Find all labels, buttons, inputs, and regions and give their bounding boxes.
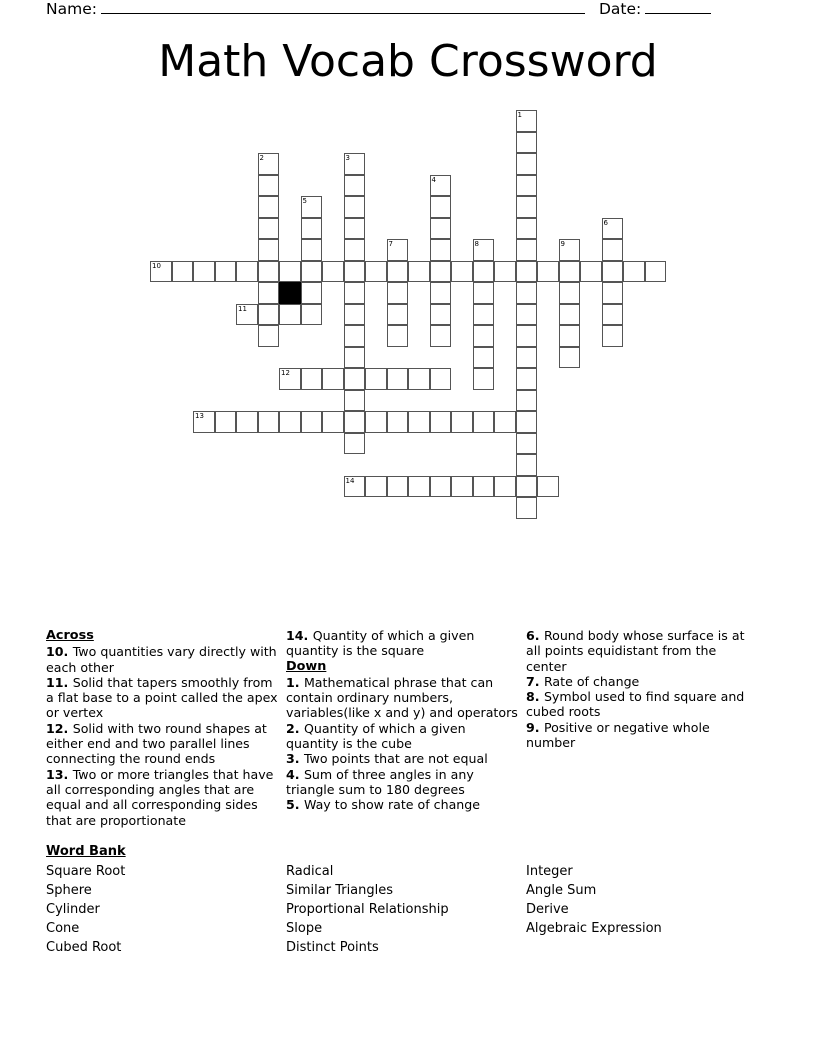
clue-text: Solid that tapers smoothly from a flat base to a point called the apex or vertex xyxy=(46,674,278,721)
grid-cell[interactable] xyxy=(559,325,581,347)
clue-number: 7. xyxy=(526,673,544,689)
clue-item xyxy=(46,721,278,767)
grid-cell[interactable] xyxy=(258,218,280,240)
word-bank-item: Cone xyxy=(46,921,80,936)
clue-number: 3. xyxy=(286,751,304,767)
clue-text: Two or more triangles that have all corresponding angles that are equal and all corresponding sides that are proportionate xyxy=(46,766,274,828)
clue-text: Quantity of which a given quantity is the square xyxy=(286,628,475,659)
grid-cell[interactable] xyxy=(430,368,452,390)
grid-clue-number: 12 xyxy=(281,369,290,377)
grid-cell[interactable] xyxy=(473,261,495,283)
clue-column-2 xyxy=(286,628,526,828)
word-bank-item: Angle Sum xyxy=(526,883,597,898)
name-write-line[interactable] xyxy=(101,0,585,14)
grid-cell[interactable] xyxy=(322,261,344,283)
clue-item xyxy=(286,797,518,812)
grid-cell[interactable] xyxy=(236,261,258,283)
grid-cell[interactable] xyxy=(258,175,280,197)
clue-text: Positive or negative whole number xyxy=(526,719,710,751)
grid-cell[interactable] xyxy=(344,239,366,261)
grid-cell[interactable] xyxy=(516,304,538,326)
grid-cell[interactable] xyxy=(408,476,430,498)
clue-item xyxy=(526,628,758,674)
grid-cell[interactable] xyxy=(602,304,624,326)
grid-cell[interactable] xyxy=(473,476,495,498)
grid-cell[interactable] xyxy=(494,411,516,433)
grid-cell[interactable] xyxy=(473,304,495,326)
grid-cell[interactable] xyxy=(602,282,624,304)
grid-cell[interactable] xyxy=(623,261,645,283)
grid-cell[interactable] xyxy=(559,304,581,326)
clue-text: Two quantities vary directly with each other xyxy=(46,644,277,675)
grid-cell[interactable] xyxy=(473,325,495,347)
word-bank-columns xyxy=(46,862,770,957)
grid-cell[interactable] xyxy=(430,476,452,498)
grid-cell[interactable] xyxy=(344,304,366,326)
clue-text: Way to show rate of change xyxy=(303,797,481,813)
grid-clue-number: 9 xyxy=(560,240,565,248)
grid-cell[interactable] xyxy=(301,282,323,304)
clue-number: 12. xyxy=(46,720,73,736)
grid-cell[interactable] xyxy=(537,476,559,498)
grid-cell[interactable] xyxy=(602,218,624,240)
grid-cell[interactable] xyxy=(365,476,387,498)
grid-cell[interactable] xyxy=(430,218,452,240)
grid-cell[interactable] xyxy=(430,282,452,304)
grid-cell[interactable] xyxy=(559,347,581,369)
grid-cell[interactable] xyxy=(516,476,538,498)
grid-cell[interactable] xyxy=(344,368,366,390)
grid-cell[interactable] xyxy=(473,282,495,304)
clue-item xyxy=(286,628,518,659)
grid-cell[interactable] xyxy=(301,239,323,261)
clue-item xyxy=(286,767,518,798)
grid-clue-number: 7 xyxy=(388,240,393,248)
grid-cell[interactable] xyxy=(516,347,538,369)
clue-column-1 xyxy=(46,628,286,828)
grid-cell[interactable] xyxy=(279,261,301,283)
grid-cell[interactable] xyxy=(365,411,387,433)
clue-number: 14. xyxy=(286,628,313,643)
clue-number: 9. xyxy=(526,719,544,735)
grid-cell[interactable] xyxy=(258,325,280,347)
grid-clue-number: 5 xyxy=(302,197,307,205)
grid-cell[interactable] xyxy=(193,261,215,283)
grid-cell[interactable] xyxy=(236,411,258,433)
grid-clue-number: 10 xyxy=(152,261,161,270)
grid-cell[interactable] xyxy=(473,368,495,390)
down-heading: Down xyxy=(286,658,327,674)
grid-cell[interactable] xyxy=(387,239,409,261)
clue-text: Quantity of which a given quantity is the cube xyxy=(286,720,466,752)
clue-item xyxy=(286,675,518,721)
word-bank-item: Cylinder xyxy=(46,902,100,917)
grid-cell[interactable] xyxy=(516,368,538,390)
grid-cell[interactable] xyxy=(344,347,366,369)
grid-cell[interactable] xyxy=(516,218,538,240)
clue-text: Mathematical phrase that can contain ordinary numbers, variables(like x and y) and operators xyxy=(286,674,518,721)
grid-cell[interactable] xyxy=(279,411,301,433)
grid-cell[interactable] xyxy=(580,261,602,283)
clue-text: Rate of change xyxy=(543,673,640,689)
grid-cell[interactable] xyxy=(193,411,215,433)
grid-cell[interactable] xyxy=(258,239,280,261)
grid-cell[interactable] xyxy=(301,368,323,390)
grid-cell[interactable] xyxy=(279,304,301,326)
crossword-grid[interactable] xyxy=(150,110,670,525)
clue-number: 2. xyxy=(286,720,304,736)
grid-cell[interactable] xyxy=(451,411,473,433)
clue-item xyxy=(526,674,758,689)
grid-cell[interactable] xyxy=(430,325,452,347)
word-bank-item: Integer xyxy=(526,864,573,879)
grid-cell[interactable] xyxy=(559,261,581,283)
grid-cell[interactable] xyxy=(473,347,495,369)
word-bank-item: Derive xyxy=(526,902,569,917)
grid-cell[interactable] xyxy=(516,282,538,304)
grid-cell[interactable] xyxy=(516,411,538,433)
grid-cell[interactable] xyxy=(537,261,559,283)
grid-block-cell xyxy=(279,282,301,304)
grid-cell[interactable] xyxy=(516,454,538,476)
grid-cell[interactable] xyxy=(451,476,473,498)
grid-cell[interactable] xyxy=(387,476,409,498)
grid-cell[interactable] xyxy=(408,411,430,433)
clue-number: 8. xyxy=(526,689,544,705)
grid-cell[interactable] xyxy=(602,239,624,261)
grid-cell[interactable] xyxy=(344,325,366,347)
grid-cell[interactable] xyxy=(516,261,538,283)
name-label: Name: xyxy=(46,0,97,18)
grid-cell[interactable] xyxy=(430,196,452,218)
grid-cell[interactable] xyxy=(258,196,280,218)
grid-cell[interactable] xyxy=(516,110,538,132)
grid-cell[interactable] xyxy=(344,390,366,412)
grid-cell[interactable] xyxy=(602,261,624,283)
grid-cell[interactable] xyxy=(365,261,387,283)
grid-cell[interactable] xyxy=(301,411,323,433)
grid-cell[interactable] xyxy=(258,153,280,175)
grid-cell[interactable] xyxy=(301,304,323,326)
grid-cell[interactable] xyxy=(344,433,366,455)
clue-text: Solid with two round shapes at either end and two parallel lines connecting the round ends xyxy=(46,720,267,767)
grid-cell[interactable] xyxy=(172,261,194,283)
worksheet-header xyxy=(46,0,770,28)
word-bank-heading: Word Bank xyxy=(46,844,126,859)
clue-number: 1. xyxy=(286,674,304,690)
grid-cell[interactable] xyxy=(408,368,430,390)
grid-cell[interactable] xyxy=(387,411,409,433)
grid-cell[interactable] xyxy=(516,239,538,261)
grid-clue-number: 3 xyxy=(345,154,350,162)
clue-number: 13. xyxy=(46,766,73,782)
word-bank-item: Algebraic Expression xyxy=(526,921,662,936)
grid-cell[interactable] xyxy=(430,411,452,433)
grid-cell[interactable] xyxy=(301,261,323,283)
grid-cell[interactable] xyxy=(301,196,323,218)
grid-cell[interactable] xyxy=(473,411,495,433)
clue-number: 4. xyxy=(286,766,304,782)
grid-cell[interactable] xyxy=(473,239,495,261)
grid-cell[interactable] xyxy=(494,261,516,283)
grid-cell[interactable] xyxy=(387,368,409,390)
clue-item xyxy=(46,767,278,828)
grid-cell[interactable] xyxy=(430,239,452,261)
grid-clue-number: 11 xyxy=(238,304,247,313)
grid-cell[interactable] xyxy=(301,218,323,240)
grid-cell[interactable] xyxy=(516,132,538,154)
clues-section xyxy=(46,628,770,828)
grid-cell[interactable] xyxy=(408,261,430,283)
grid-cell[interactable] xyxy=(215,261,237,283)
grid-cell[interactable] xyxy=(150,261,172,283)
clue-number: 11. xyxy=(46,674,73,690)
word-bank-item: Sphere xyxy=(46,883,92,898)
grid-cell[interactable] xyxy=(516,175,538,197)
clue-number: 5. xyxy=(286,797,304,813)
grid-cell[interactable] xyxy=(451,261,473,283)
clue-number: 6. xyxy=(526,628,544,643)
grid-cell[interactable] xyxy=(516,497,538,519)
grid-cell[interactable] xyxy=(258,282,280,304)
grid-cell[interactable] xyxy=(258,304,280,326)
date-label: Date: xyxy=(598,0,642,18)
clue-text: Symbol used to find square and cubed roots xyxy=(526,689,745,720)
word-bank-column-3 xyxy=(526,862,766,957)
word-bank-column-1 xyxy=(46,862,286,957)
grid-cell[interactable] xyxy=(645,261,667,283)
grid-cell[interactable] xyxy=(430,175,452,197)
date-write-line[interactable] xyxy=(645,0,711,14)
grid-cell[interactable] xyxy=(559,239,581,261)
grid-cell[interactable] xyxy=(387,304,409,326)
word-bank-item: Similar Triangles xyxy=(286,883,394,898)
word-bank-column-2 xyxy=(286,862,526,957)
clue-item xyxy=(46,644,278,675)
grid-cell[interactable] xyxy=(258,261,280,283)
word-bank-item: Slope xyxy=(286,921,323,936)
word-bank-item: Square Root xyxy=(46,864,126,879)
grid-cell[interactable] xyxy=(430,261,452,283)
grid-cell[interactable] xyxy=(344,175,366,197)
grid-cell[interactable] xyxy=(279,368,301,390)
grid-cell[interactable] xyxy=(387,282,409,304)
grid-clue-number: 4 xyxy=(431,175,436,184)
grid-cell[interactable] xyxy=(516,433,538,455)
grid-cell[interactable] xyxy=(344,261,366,283)
grid-cell[interactable] xyxy=(602,325,624,347)
grid-cell[interactable] xyxy=(344,411,366,433)
grid-cell[interactable] xyxy=(494,476,516,498)
grid-cell[interactable] xyxy=(430,304,452,326)
word-bank-item: Distinct Points xyxy=(286,940,379,955)
clue-item xyxy=(526,689,758,720)
word-bank-item: Cubed Root xyxy=(46,940,122,955)
grid-clue-number: 6 xyxy=(603,218,608,227)
clue-item xyxy=(526,720,758,751)
grid-cell[interactable] xyxy=(258,411,280,433)
clue-item xyxy=(286,751,518,766)
grid-cell[interactable] xyxy=(236,304,258,326)
grid-cell[interactable] xyxy=(365,368,387,390)
grid-cell[interactable] xyxy=(344,218,366,240)
clue-column-3 xyxy=(526,628,766,828)
grid-cell[interactable] xyxy=(559,282,581,304)
clue-item xyxy=(46,675,278,721)
grid-cell[interactable] xyxy=(516,325,538,347)
across-heading: Across xyxy=(46,628,94,643)
grid-cell[interactable] xyxy=(322,411,344,433)
grid-cell[interactable] xyxy=(344,196,366,218)
word-bank-item: Radical xyxy=(286,864,334,879)
clue-text: Sum of three angles in any triangle sum to 180 degrees xyxy=(286,766,474,797)
grid-clue-number: 1 xyxy=(517,111,522,119)
grid-cell[interactable] xyxy=(215,411,237,433)
grid-cell[interactable] xyxy=(344,153,366,175)
grid-clue-number: 2 xyxy=(259,154,264,162)
grid-clue-number: 14 xyxy=(345,476,355,485)
clue-text: Round body whose surface is at all points equidistant from the center xyxy=(526,628,745,674)
word-bank-item: Proportional Relationship xyxy=(286,902,449,917)
grid-cell[interactable] xyxy=(516,153,538,175)
clue-text: Two points that are not equal xyxy=(303,751,488,767)
grid-cell[interactable] xyxy=(344,282,366,304)
word-bank-section xyxy=(46,844,770,957)
grid-cell[interactable] xyxy=(322,368,344,390)
grid-cell[interactable] xyxy=(387,261,409,283)
grid-clue-number: 13 xyxy=(195,412,204,420)
grid-cell[interactable] xyxy=(516,196,538,218)
clue-item xyxy=(286,721,518,752)
grid-cell[interactable] xyxy=(516,390,538,412)
grid-cell[interactable] xyxy=(387,325,409,347)
grid-clue-number: 8 xyxy=(474,240,479,248)
page-title: Math Vocab Crossword xyxy=(158,36,658,87)
clue-number: 10. xyxy=(46,644,73,660)
grid-cell[interactable] xyxy=(344,476,366,498)
